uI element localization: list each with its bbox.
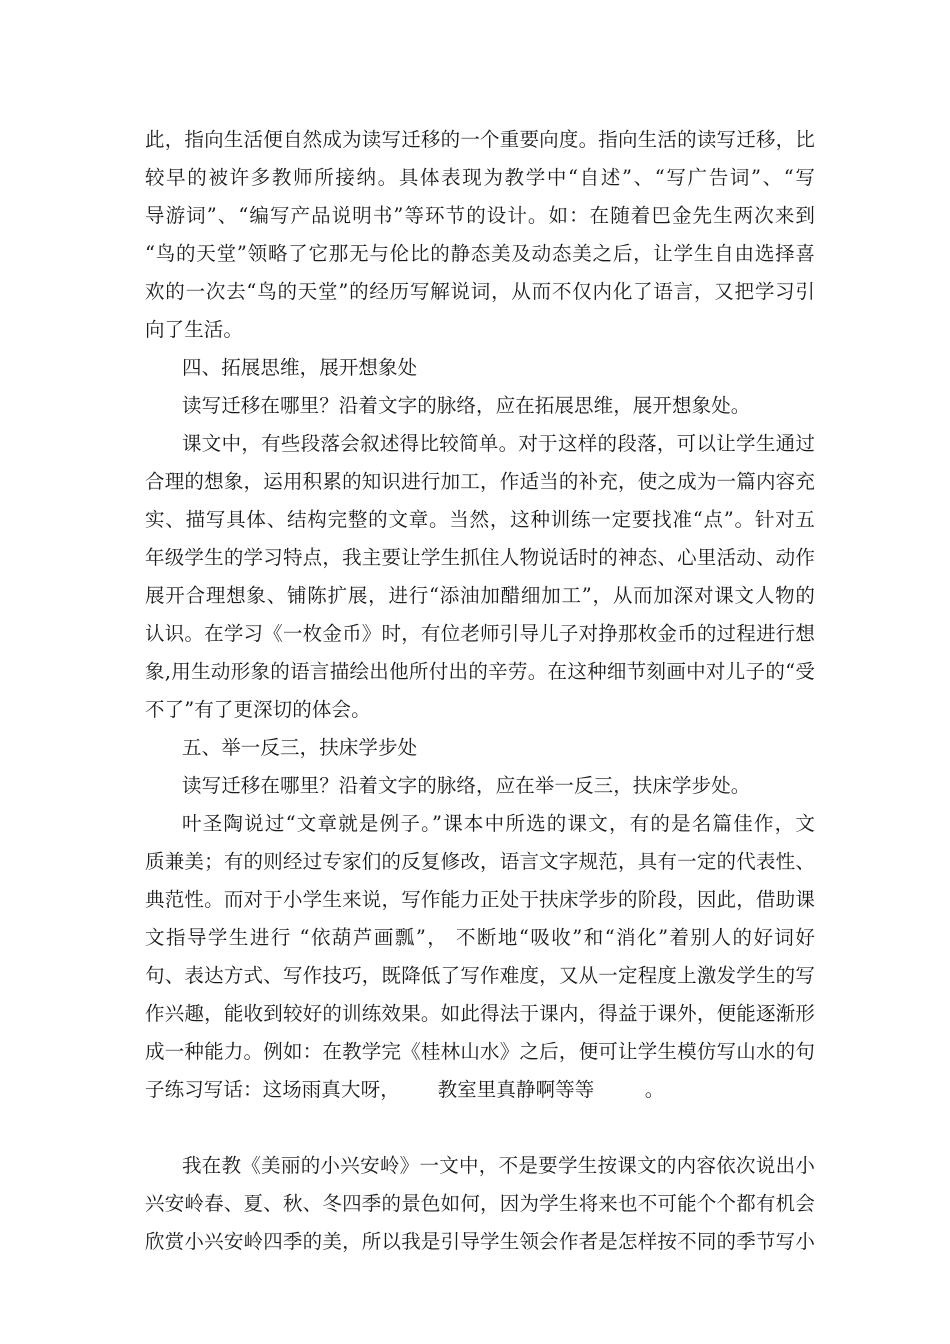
paragraph-line: 作兴趣，能收到较好的训练效果。如此得法于课内，得益于课外，便能逐渐形 (145, 1002, 815, 1025)
paragraph-line: 欣赏小兴安岭四季的美，所以我是引导学生领会作者是怎样按不同的季节写小 (145, 1230, 815, 1253)
section-heading: 五、举一反三，扶床学步处 (182, 736, 418, 759)
paragraph-line: 文指导学生进行 “依葫芦画瓢”， 不断地“吸收”和“消化”着别人的好词好 (145, 926, 815, 949)
paragraph-line: 向了生活。 (145, 318, 244, 341)
paragraph-line: 认识。在学习《一枚金币》时，有位老师引导儿子对挣那枚金币的过程进行想 (145, 622, 815, 645)
paragraph-line: 实、描写具体、结构完整的文章。当然，这种训练一定要找准“点”。针对五 (145, 508, 815, 531)
paragraph-line: 成一种能力。例如：在教学完《桂林山水》之后，便可让学生模仿写山水的句 (145, 1040, 815, 1063)
paragraph-line: 象,用生动形象的语言描绘出他所付出的辛劳。在这种细节刻画中对儿子的“受 (145, 660, 815, 683)
paragraph-line: 导游词”、“编写产品说明书”等环节的设计。如：在随着巴金先生两次来到 (145, 204, 815, 227)
section-heading: 四、拓展思维，展开想象处 (182, 356, 418, 379)
paragraph-line: 叶圣陶说过“文章就是例子。”课本中所选的课文，有的是名篇佳作，文 (182, 812, 815, 835)
paragraph-line: 句、表达方式、写作技巧，既降低了写作难度，又从一定程度上激发学生的写 (145, 964, 815, 987)
paragraph-line: 展开合理想象、铺陈扩展，进行“添油加醋细加工”，从而加深对课文人物的 (145, 584, 815, 607)
paragraph-line: 欢的一次去“鸟的天堂”的经历写解说词，从而不仅内化了语言，又把学习引 (145, 280, 815, 303)
paragraph-line: 年级学生的学习特点，我主要让学生抓住人物说话时的神态、心里活动、动作 (145, 546, 815, 569)
paragraph-line: 读写迁移在哪里？沿着文字的脉络，应在拓展思维，展开想象处。 (182, 394, 751, 417)
paragraph-line: “鸟的天堂”领略了它那无与伦比的静态美及动态美之后，让学生自由选择喜 (145, 242, 815, 265)
paragraph-line: 读写迁移在哪里？沿着文字的脉络，应在举一反三，扶床学步处。 (182, 774, 751, 797)
paragraph-line: 较早的被许多教师所接纳。具体表现为教学中“自述”、“写广告词”、“写 (145, 166, 815, 189)
paragraph-line: 典范性。而对于小学生来说，写作能力正处于扶床学步的阶段，因此，借助课 (145, 888, 815, 911)
paragraph-line: 兴安岭春、夏、秋、冬四季的景色如何，因为学生将来也不可能个个都有机会 (145, 1192, 815, 1215)
paragraph-line: 课文中，有些段落会叙述得比较简单。对于这样的段落，可以让学生通过 (182, 432, 815, 455)
paragraph-line: 合理的想象，运用积累的知识进行加工，作适当的补充，使之成为一篇内容充 (145, 470, 815, 493)
paragraph-line: 质兼美；有的则经过专家们的反复修改，语言文字规范，具有一定的代表性、 (145, 850, 815, 873)
paragraph-line: 此，指向生活便自然成为读写迁移的一个重要向度。指向生活的读写迁移，比 (145, 128, 815, 151)
paragraph-line: 我在教《美丽的小兴安岭》一文中，不是要学生按课文的内容依次说出小 (182, 1154, 815, 1177)
paragraph-line: 不了”有了更深切的体会。 (145, 698, 371, 721)
paragraph-line: 子练习写话：这场雨真大呀， 教室里真静啊等等 。 (145, 1078, 665, 1101)
